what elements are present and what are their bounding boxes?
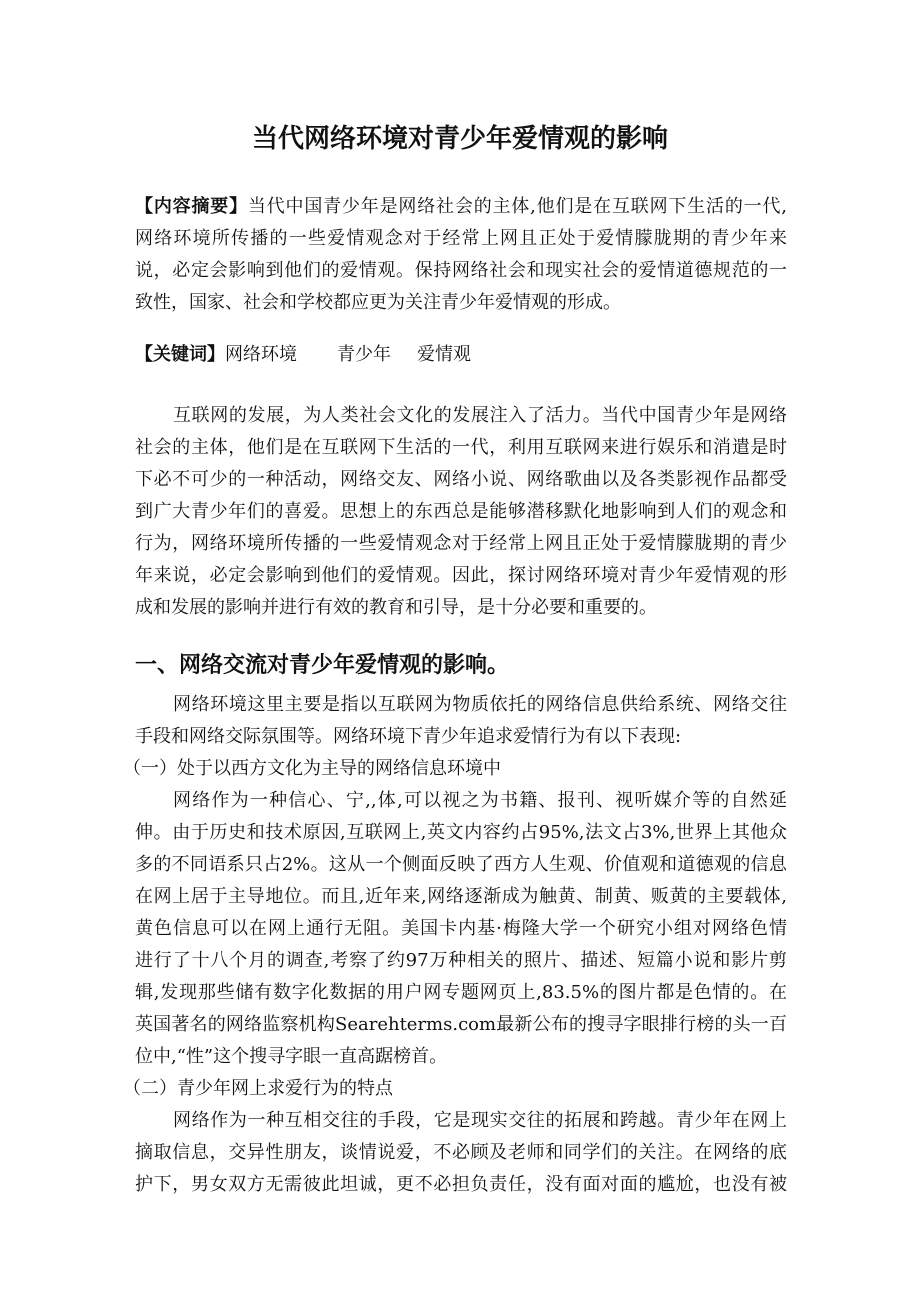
text-line: 辑,发现那些储有数字化数据的用户网专题网页上,83.5%的图片都是色情的。在 (135, 982, 787, 1003)
section-heading: 一、网络交流对青少年爱情观的影响。 (135, 653, 510, 678)
text-line: 手段和网络交际氛围等。网络环境下青少年追求爱情行为有以下表现: (135, 726, 682, 747)
text-line: 成和发展的影响并进行有效的教育和引导，是十分必要和重要的。 (135, 597, 657, 618)
text-line: 社会的主体，他们是在互联网下生活的一代，利用互联网来进行娱乐和消遣是时 (135, 437, 787, 458)
text-line: 英国著名的网络监察机构Searehterms.com最新公布的搜寻字眼排行榜的头一百 (135, 1014, 787, 1035)
abstract-label: 【内容摘要】 (135, 196, 248, 217)
abstract (135, 191, 787, 319)
text-line: 摘取信息，交异性朋友，谈情说爱，不必顾及老师和同学们的关注。在网络的底 (135, 1142, 787, 1163)
text-line: 互联网的发展，为人类社会文化的发展注入了活力。当代中国青少年是网络 (173, 405, 787, 426)
text-line: 行为，网络环境所传播的一些爱情观念对于经常上网且正处于爱情朦胧期的青少 (135, 533, 787, 554)
text-line: 进行了十八个月的调查,考察了约97万种相关的照片、描述、短篇小说和影片剪 (135, 950, 787, 971)
keyword: 爱情观 (417, 344, 471, 365)
text-line: 下必不可少的一种活动，网络交友、网络小说、网络歌曲以及各类影视作品都受 (135, 469, 787, 490)
text-line: 年来说，必定会影响到他们的爱情观。因此，探讨网络环境对青少年爱情观的形 (135, 565, 787, 586)
text-line: 位中,“性”这个搜寻字眼一直高踞榜首。 (135, 1046, 448, 1067)
keywords (135, 339, 787, 371)
text-line: 网络作为一种互相交往的手段，它是现实交往的拓展和跨越。青少年在网上 (173, 1110, 787, 1131)
abstract-line: 致性，国家、社会和学校都应更为关注青少年爱情观的形成。 (135, 292, 621, 313)
section-body (123, 689, 787, 1201)
keywords-label: 【关键词】 (135, 344, 225, 365)
text-line: 到广大青少年们的喜爱。思想上的东西总是能够潜移默化地影响到人们的观念和 (135, 501, 787, 522)
text-line: 伸。由于历史和技术原因,互联网上,英文内容约占95%,法文占3%,世界上其他众 (135, 822, 787, 843)
keyword: 网络环境 (225, 344, 297, 365)
abstract-line: 当代中国青少年是网络社会的主体,他们是在互联网下生活的一代, (247, 196, 787, 217)
text-line: 黄色信息可以在网上通行无阻。美国卡内基·梅隆大学一个研究小组对网络色情 (135, 918, 787, 939)
text-line: 网络环境这里主要是指以互联网为物质依托的网络信息供给系统、网络交往 (173, 694, 787, 715)
keyword: 青少年 (337, 344, 391, 365)
text-line: 多的不同语系只占2%。这从一个侧面反映了西方人生观、价值观和道德观的信息 (135, 854, 787, 875)
text-line: 网络作为一种信心、宁,,体,可以视之为书籍、报刊、视听媒介等的自然延 (173, 790, 787, 811)
subheading: （二）青少年网上求爱行为的特点 (123, 1078, 393, 1099)
abstract-line: 说，必定会影响到他们的爱情观。保持网络社会和现实社会的爱情道德规范的一 (135, 260, 787, 281)
document-title: 当代网络环境对青少年爱情观的影响 (251, 124, 668, 154)
text-line: 在网上居于主导地位。而且,近年来,网络逐渐成为触黄、制黄、贩黄的主要载体, (135, 886, 787, 907)
subheading: （一）处于以西方文化为主导的网络信息环境中 (123, 758, 501, 779)
text-line: 护下，男女双方无需彼此坦诚，更不必担负责任，没有面对面的尴尬，也没有被 (135, 1174, 787, 1195)
intro-paragraph (135, 400, 787, 624)
abstract-line: 网络环境所传播的一些爱情观念对于经常上网且正处于爱情朦胧期的青少年来 (135, 228, 787, 249)
